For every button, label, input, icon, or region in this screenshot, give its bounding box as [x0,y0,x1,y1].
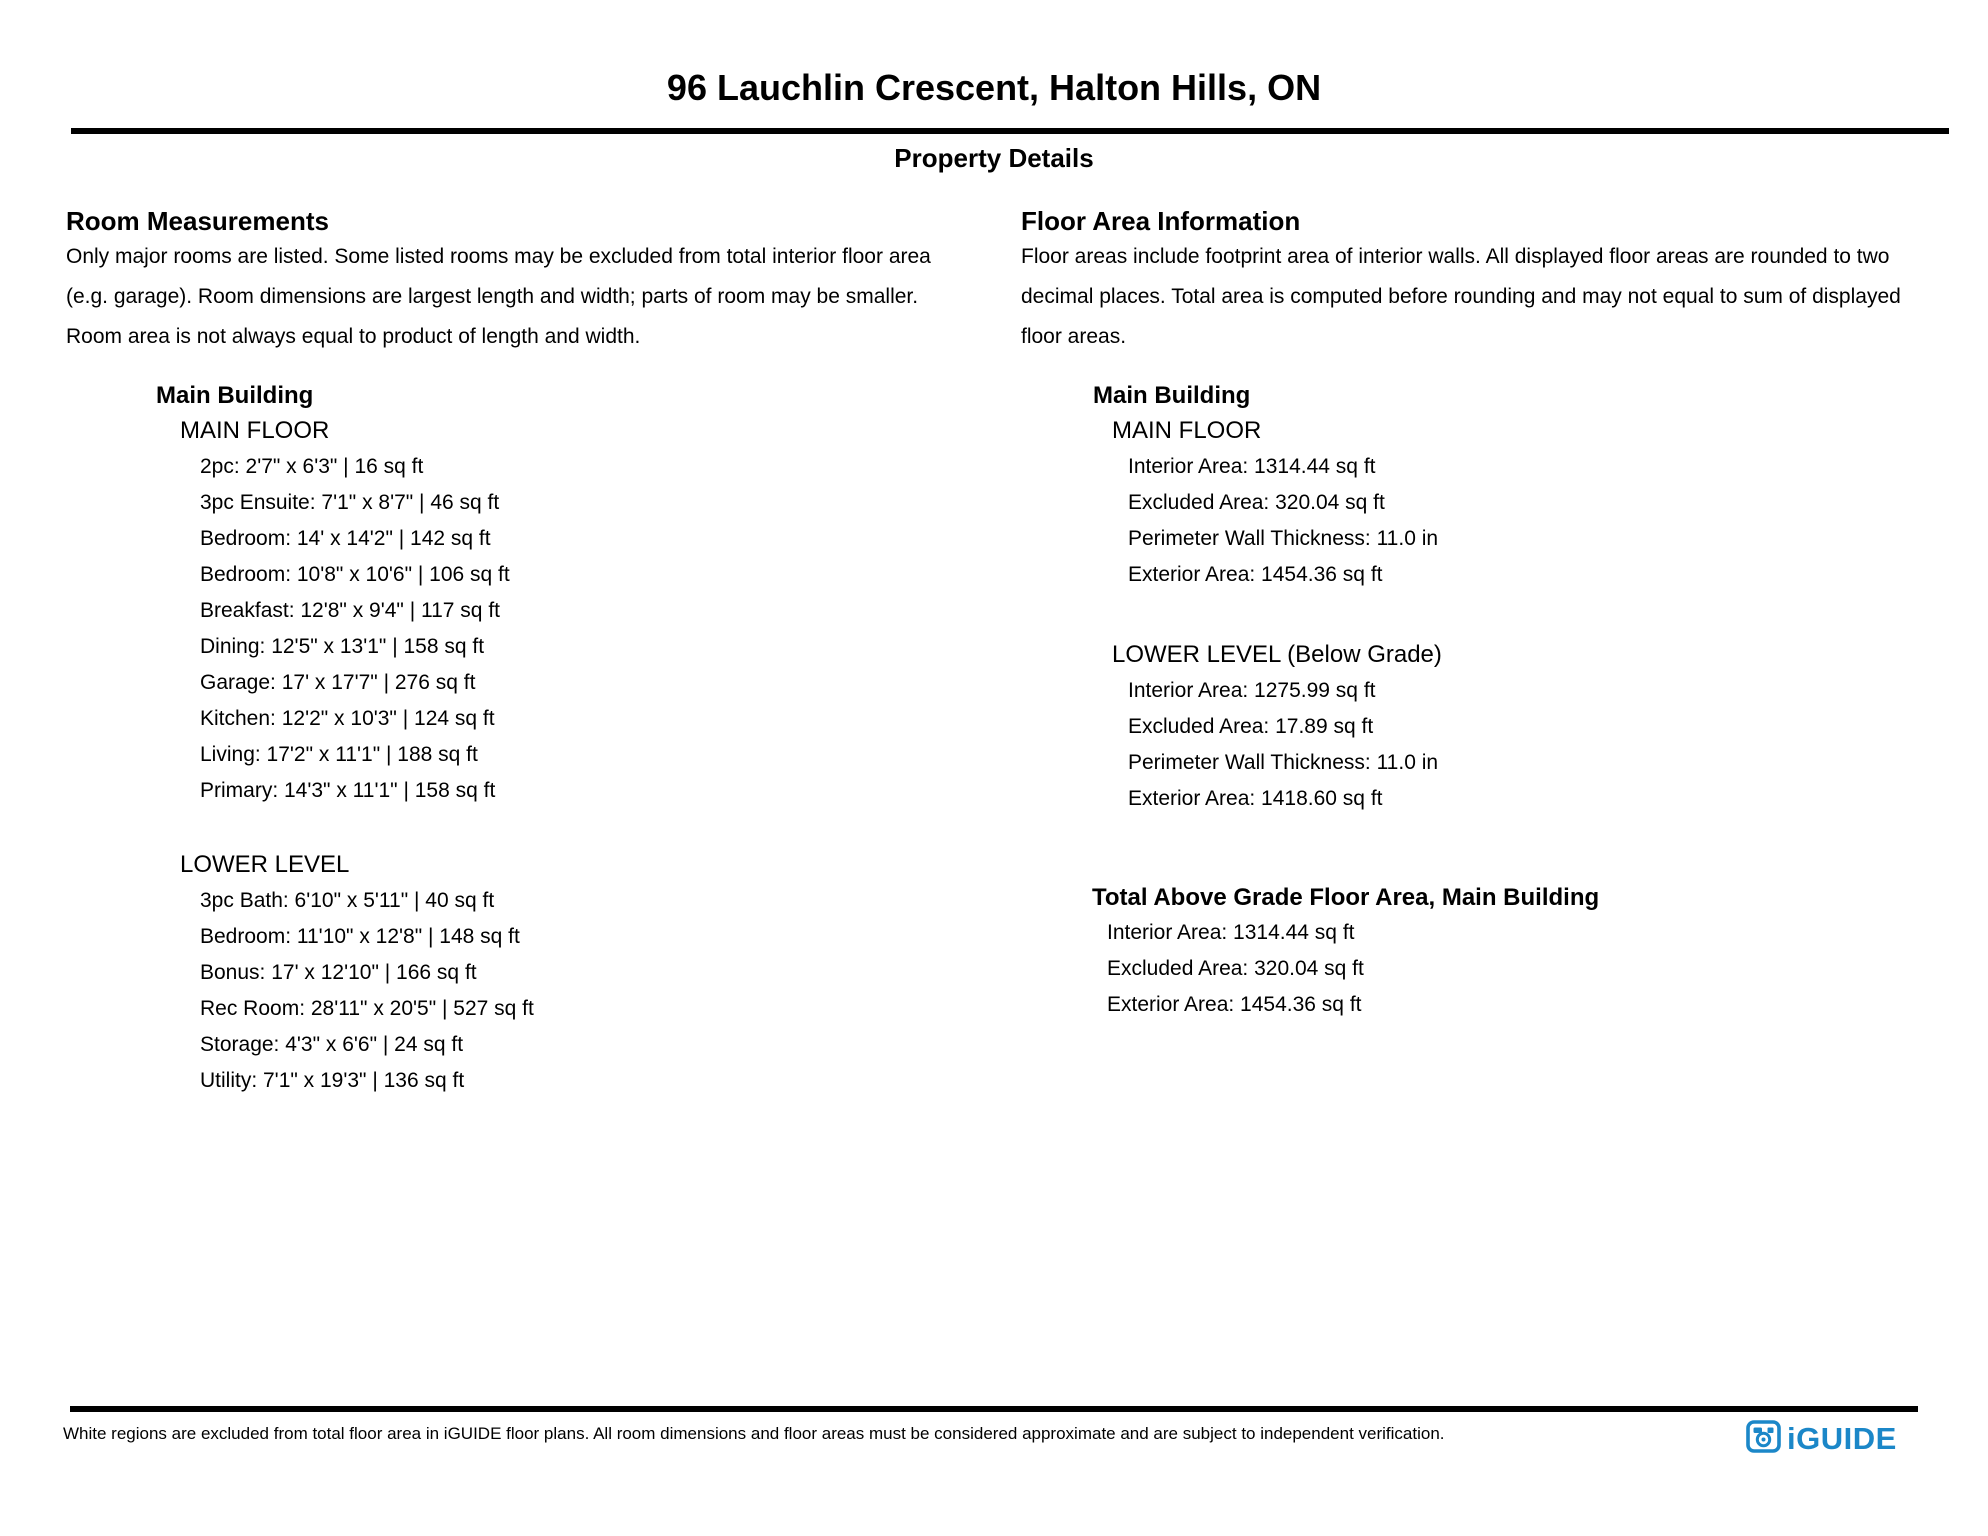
room-measurement: Storage: 4'3" x 6'6" | 24 sq ft [200,1033,464,1056]
room-measurement: Rec Room: 28'11" x 20'5" | 527 sq ft [200,997,534,1020]
room-measurements-description [66,237,996,357]
footer-disclaimer: White regions are excluded from total floor area in iGUIDE floor plans. All room dimensions and floor areas must be considered approximate and are subject to independent verification. [63,1424,1445,1443]
floor-name: MAIN FLOOR [180,417,330,444]
room-measurements-heading: Room Measurements [66,206,329,236]
building-name: Main Building [1093,382,1251,409]
lower-level-rooms [66,847,996,1099]
description-line: Floor areas include footprint area of interior walls. All displayed floor areas are rounded to two [1021,245,1890,268]
description-line: floor areas. [1021,325,1127,348]
description-line: decimal places. Total area is computed before rounding and may not equal to sum of displayed [1021,285,1901,308]
room-measurement: Dining: 12'5" x 13'1" | 158 sq ft [200,635,485,658]
room-measurements-section [66,205,996,1099]
floor-area-stat: Excluded Area: 17.89 sq ft [1128,715,1374,738]
floor-area-stat: Perimeter Wall Thickness: 11.0 in [1128,527,1439,550]
iguide-camera-icon [1745,1418,1782,1460]
iguide-logo-text: iGUIDE [1787,1421,1897,1456]
iguide-logo [1745,1418,1897,1460]
floor-name: LOWER LEVEL (Below Grade) [1112,641,1442,668]
room-measurement: Bedroom: 10'8" x 10'6" | 106 sq ft [200,563,510,586]
room-measurement: Garage: 17' x 17'7" | 276 sq ft [200,671,476,694]
floor-area-stat: Interior Area: 1314.44 sq ft [1128,455,1376,478]
page-subtitle: Property Details [894,143,1094,173]
floor-area-information-section [1021,205,1941,1023]
building-name: Main Building [156,382,314,409]
floor-area-stat: Exterior Area: 1454.36 sq ft [1128,563,1383,586]
room-measurement: Utility: 7'1" x 19'3" | 136 sq ft [200,1069,465,1092]
main-floor-areas [1021,413,1941,593]
room-measurements-building [66,379,996,1099]
floor-area-stat: Exterior Area: 1454.36 sq ft [1107,993,1362,1016]
floor-area-stat: Exterior Area: 1418.60 sq ft [1128,787,1383,810]
room-measurement: 3pc Bath: 6'10" x 5'11" | 40 sq ft [200,889,495,912]
floor-name: LOWER LEVEL [180,851,350,878]
floor-area-stat: Perimeter Wall Thickness: 11.0 in [1128,751,1439,774]
room-measurement: Breakfast: 12'8" x 9'4" | 117 sq ft [200,599,500,622]
description-line: Only major rooms are listed. Some listed rooms may be excluded from total interior floor area [66,245,931,268]
lower-level-areas [1021,637,1941,817]
total-above-grade-heading: Total Above Grade Floor Area, Main Building [1092,884,1600,911]
room-measurement: Primary: 14'3" x 11'1" | 158 sq ft [200,779,496,802]
description-line: (e.g. garage). Room dimensions are largest length and width; parts of room may be smaller. [66,285,919,308]
header-divider [71,128,1949,134]
floor-name: MAIN FLOOR [1112,417,1262,444]
room-measurement: 2pc: 2'7" x 6'3" | 16 sq ft [200,455,424,478]
floor-area-stat: Interior Area: 1314.44 sq ft [1107,921,1355,944]
floor-area-information-heading: Floor Area Information [1021,206,1301,236]
floor-area-description [1021,237,1941,357]
main-floor-rooms [66,413,996,809]
floor-area-stat: Excluded Area: 320.04 sq ft [1107,957,1364,980]
description-line: Room area is not always equal to product of length and width. [66,325,641,348]
room-measurement: Kitchen: 12'2" x 10'3" | 124 sq ft [200,707,495,730]
room-measurement: Living: 17'2" x 11'1" | 188 sq ft [200,743,478,766]
floor-area-building [1021,379,1941,1023]
total-above-grade-block [1021,881,1941,1023]
room-measurement: 3pc Ensuite: 7'1" x 8'7" | 46 sq ft [200,491,500,514]
room-measurement: Bonus: 17' x 12'10" | 166 sq ft [200,961,477,984]
page-title: 96 Lauchlin Crescent, Halton Hills, ON [666,67,1322,108]
floor-area-stat: Interior Area: 1275.99 sq ft [1128,679,1376,702]
room-measurement: Bedroom: 14' x 14'2" | 142 sq ft [200,527,491,550]
room-measurement: Bedroom: 11'10" x 12'8" | 148 sq ft [200,925,520,948]
footer-divider [70,1406,1918,1412]
floor-area-stat: Excluded Area: 320.04 sq ft [1128,491,1385,514]
